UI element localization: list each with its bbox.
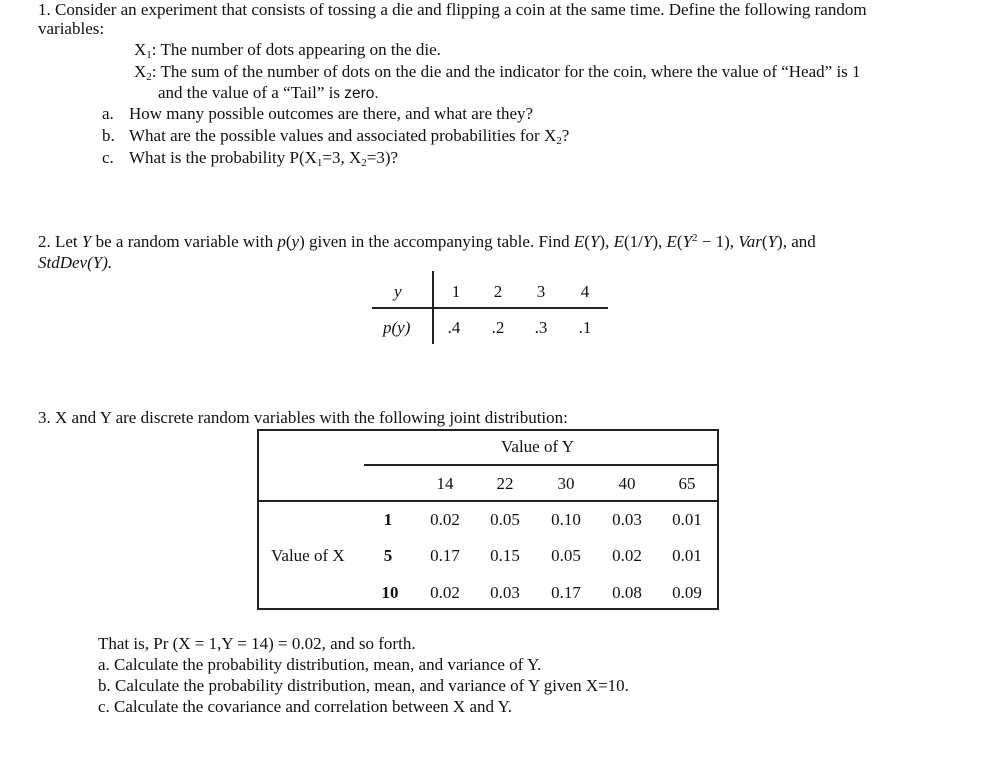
q3-table-top-border bbox=[257, 429, 718, 431]
q3-part-c: c. Calculate the covariance and correlation between X and Y. bbox=[98, 697, 512, 716]
q3-prob-cell: 0.17 bbox=[430, 546, 460, 565]
q3-prob-cell: 0.01 bbox=[672, 546, 702, 565]
q2-line1: 2. Let Y be a random variable with p(y) given in the accompanying table. Find E(Y), E(1/Y), $E(Y^2 - 1)$, Var(Y), and bbox=[38, 232, 816, 251]
q3-prob-cell: 0.17 bbox=[551, 583, 581, 602]
q2-y-value: 2 bbox=[493, 282, 503, 301]
q3-part-a: a. Calculate the probability distribution, mean, and variance of Y. bbox=[98, 655, 542, 674]
q3-y-value: 30 bbox=[557, 474, 575, 493]
q3-y-value: 65 bbox=[678, 474, 696, 493]
q3-table-body-rule bbox=[257, 500, 718, 502]
q1-item-a: How many possible outcomes are there, and what are they? bbox=[129, 104, 534, 123]
q3-table-right-border bbox=[717, 429, 719, 610]
q3-prob-cell: 0.10 bbox=[551, 510, 581, 529]
q1-item-c: What is the probability $P(X_1=3$, $X_2=3$)? bbox=[129, 148, 399, 169]
q1-item-b: What are the possible values and associated probabilities for $X_2$? bbox=[129, 126, 570, 147]
q1-intro-line1: 1. Consider an experiment that consists of tossing a die and flipping a coin at the same time. Define the following random bbox=[38, 0, 867, 19]
q1-item-a-marker: a. bbox=[102, 104, 114, 123]
q2-p-label: p(y) bbox=[383, 318, 411, 337]
q2-p-value: .4 bbox=[447, 318, 461, 337]
q3-prob-cell: 0.01 bbox=[672, 510, 702, 529]
q1-x1-definition: $X_1$: The number of dots appearing on the die. bbox=[134, 40, 441, 61]
q1-item-c-marker: c. bbox=[102, 148, 114, 167]
q3-prob-cell: 0.08 bbox=[612, 583, 642, 602]
q3-part-b: b. Calculate the probability distribution, mean, and variance of Y given X=10. bbox=[98, 676, 629, 695]
q3-prob-cell: 0.02 bbox=[612, 546, 642, 565]
q1-intro-line2: variables: bbox=[38, 19, 105, 38]
q3-table-bottom-border bbox=[257, 608, 718, 610]
q3-prob-cell: 0.05 bbox=[551, 546, 581, 565]
q3-row-header: Value of X bbox=[271, 546, 345, 565]
q2-y-value: 4 bbox=[580, 282, 590, 301]
q3-that-is: That is, Pr (X = 1,Y = 14) = 0.02, and so forth. bbox=[98, 634, 416, 653]
q2-y-value: 1 bbox=[451, 282, 461, 301]
q3-prob-cell: 0.03 bbox=[612, 510, 642, 529]
q3-table-left-border bbox=[257, 429, 259, 610]
q1-x2-definition-cont: and the value of a “Tail” is zero. bbox=[158, 83, 379, 102]
q3-x-value: 1 bbox=[383, 510, 393, 529]
q2-p-value: .2 bbox=[491, 318, 505, 337]
q2-line2: StdDev(Y). bbox=[38, 253, 113, 272]
q3-prob-cell: 0.02 bbox=[430, 583, 460, 602]
q3-y-value: 14 bbox=[436, 474, 454, 493]
q3-y-value: 22 bbox=[496, 474, 514, 493]
q3-prob-cell: 0.09 bbox=[672, 583, 702, 602]
q2-y-value: 3 bbox=[536, 282, 546, 301]
q3-x-value: 10 bbox=[381, 583, 399, 602]
q2-table-horizontal-rule bbox=[372, 307, 608, 309]
q3-prob-cell: 0.02 bbox=[430, 510, 460, 529]
q3-prob-cell: 0.05 bbox=[490, 510, 520, 529]
q3-table-header-rule bbox=[364, 464, 718, 466]
q3-y-value: 40 bbox=[618, 474, 636, 493]
q1-item-b-marker: b. bbox=[102, 126, 115, 145]
q3-prob-cell: 0.15 bbox=[490, 546, 520, 565]
q2-p-value: .1 bbox=[578, 318, 592, 337]
q3-x-value: 5 bbox=[383, 546, 393, 565]
q2-y-label: y bbox=[394, 282, 402, 301]
q2-p-value: .3 bbox=[534, 318, 548, 337]
q1-x2-definition: $X_2$: The sum of the number of dots on the die and the indicator for the coin, where the value of “Head” is 1 bbox=[134, 62, 861, 83]
q3-intro: 3. X and Y are discrete random variables with the following joint distribution: bbox=[38, 408, 568, 427]
q3-col-header: Value of Y bbox=[501, 437, 575, 456]
q3-prob-cell: 0.03 bbox=[490, 583, 520, 602]
